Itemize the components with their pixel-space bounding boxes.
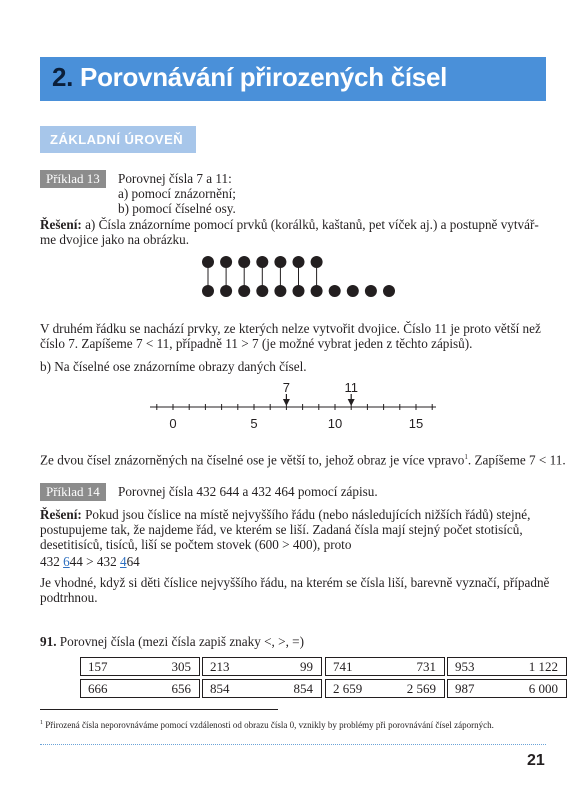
compare-right: 99 xyxy=(300,659,313,674)
example-14-comparison xyxy=(40,554,140,569)
compare-box[interactable] xyxy=(447,679,567,698)
solution-label: Řešení: xyxy=(40,217,82,232)
compare-box[interactable] xyxy=(447,657,567,676)
compare-box[interactable] xyxy=(202,657,322,676)
solution-text: Pokud jsou číslice na místě nejvyššího řádu (nebo následujících nižších řádů) stejné, xyxy=(81,507,531,522)
example-14-solution-line-1 xyxy=(40,507,530,522)
exercise-91-heading xyxy=(40,634,304,649)
example-13-tag: Příklad 13 xyxy=(40,170,106,188)
compare-right: 854 xyxy=(293,681,313,696)
compare-box[interactable] xyxy=(325,657,445,676)
footnote-ref: 1 xyxy=(464,453,468,461)
tick-label: 5 xyxy=(250,416,258,431)
marker-label: 11 xyxy=(344,380,358,395)
example-13-solution-line-2: me dvojice jako na obrázku. xyxy=(40,232,190,247)
exercise-text: Porovnej čísla (mezi čísla zapiš znaky <, >, =) xyxy=(59,634,305,649)
example-14-tag: Příklad 14 xyxy=(40,483,106,501)
compare-left: 157 xyxy=(88,659,108,674)
example-13-conclusion xyxy=(40,450,566,467)
highlighted-digit: 4 xyxy=(119,554,127,569)
example-13-paragraph-line-2: číslo 7. Zapíšeme 7 < 11, případně 11 > 7 (je možné vybrat jeden z těchto zápisů). xyxy=(40,336,473,351)
compare-right: 305 xyxy=(171,659,191,674)
conclusion-text: Ze dvou čísel znázorněných na číselné ose je větší to, jehož obraz je více vpravo xyxy=(40,452,465,468)
exercise-number: 91. xyxy=(40,634,57,649)
compare-box[interactable] xyxy=(80,657,200,676)
footnote-marker: 1 xyxy=(40,720,43,726)
compare-right: 731 xyxy=(416,659,436,674)
example-14-paragraph-line-1: Je vhodné, když si děti číslice nejvyššího řádu, na kterém se čísla liší, barevně vyznačí, případně xyxy=(40,575,550,590)
chapter-title-text: Porovnávání přirozených čísel xyxy=(80,62,448,92)
example-14-solution-line-3: desetitisíců, tisíců, liší se počtem stovek (600 > 400), proto xyxy=(40,537,352,552)
compare-right: 1 122 xyxy=(528,659,558,674)
compare-right: 2 569 xyxy=(406,681,436,696)
example-14-task: Porovnej čísla 432 644 a 432 464 pomocí zápisu. xyxy=(118,484,378,499)
compare-left: 741 xyxy=(333,659,353,674)
compare-box[interactable] xyxy=(80,679,200,698)
marker-label: 7 xyxy=(282,380,291,395)
compare-box[interactable] xyxy=(325,679,445,698)
solution-label: Řešení: xyxy=(40,507,82,522)
highlighted-digit: 6 xyxy=(63,554,70,569)
example-14-paragraph-line-2: podtrhnou. xyxy=(40,590,98,605)
example-13-option-a: a) pomocí znázornění; xyxy=(118,186,236,201)
footnote-rule xyxy=(40,709,278,710)
cmp-part: 44 > 432 xyxy=(69,554,120,569)
compare-left: 854 xyxy=(210,681,230,696)
compare-left: 953 xyxy=(455,659,475,674)
cmp-part: 432 xyxy=(40,554,64,569)
compare-left: 987 xyxy=(455,681,475,696)
tick-label: 0 xyxy=(169,416,177,431)
marker-arrow xyxy=(283,399,290,406)
example-13-paragraph-line-1: V druhém řádku se nachází prvky, ze kterých nelze vytvořit dvojice. Číslo 11 je proto větší než xyxy=(40,321,541,336)
page-number: 21 xyxy=(527,752,545,769)
conclusion-end: . Zapíšeme 7 < 11. xyxy=(467,452,566,468)
tick-label: 15 xyxy=(408,416,424,431)
compare-right: 656 xyxy=(171,681,191,696)
tick-label: 10 xyxy=(327,416,343,431)
compare-right: 6 000 xyxy=(528,681,558,696)
compare-box[interactable] xyxy=(202,679,322,698)
marker-arrow xyxy=(348,399,355,406)
cmp-part: 64 xyxy=(126,554,140,569)
solution-text: a) Čísla znázorníme pomocí prvků (korálků, kaštanů, pet víček aj.) a postupně vytvář- xyxy=(81,217,539,232)
compare-left: 2 659 xyxy=(333,681,363,696)
footnote-text: Přirozená čísla neporovnáváme pomocí vzdálenosti od obrazu čísla 0, vznikly by problémy při porovnávání čísel záporných. xyxy=(43,720,494,730)
example-13-option-b: b) pomocí číselné osy. xyxy=(118,201,236,216)
footnote xyxy=(40,720,494,730)
compare-left: 666 xyxy=(88,681,108,696)
chapter-number: 2. xyxy=(52,62,74,92)
example-13-task: Porovnej čísla 7 a 11: xyxy=(118,171,232,186)
level-label: ZÁKLADNÍ ÚROVEŇ xyxy=(50,132,184,147)
example-13-part-b: b) Na číselné ose znázorníme obrazy daných čísel. xyxy=(40,359,307,374)
example-14-solution-line-2: postupujeme tak, že najdeme řád, ve kterém se liší. Zadaná čísla mají stejný počet stotisíců, xyxy=(40,522,523,537)
compare-left: 213 xyxy=(210,659,230,674)
page-divider xyxy=(40,744,546,745)
